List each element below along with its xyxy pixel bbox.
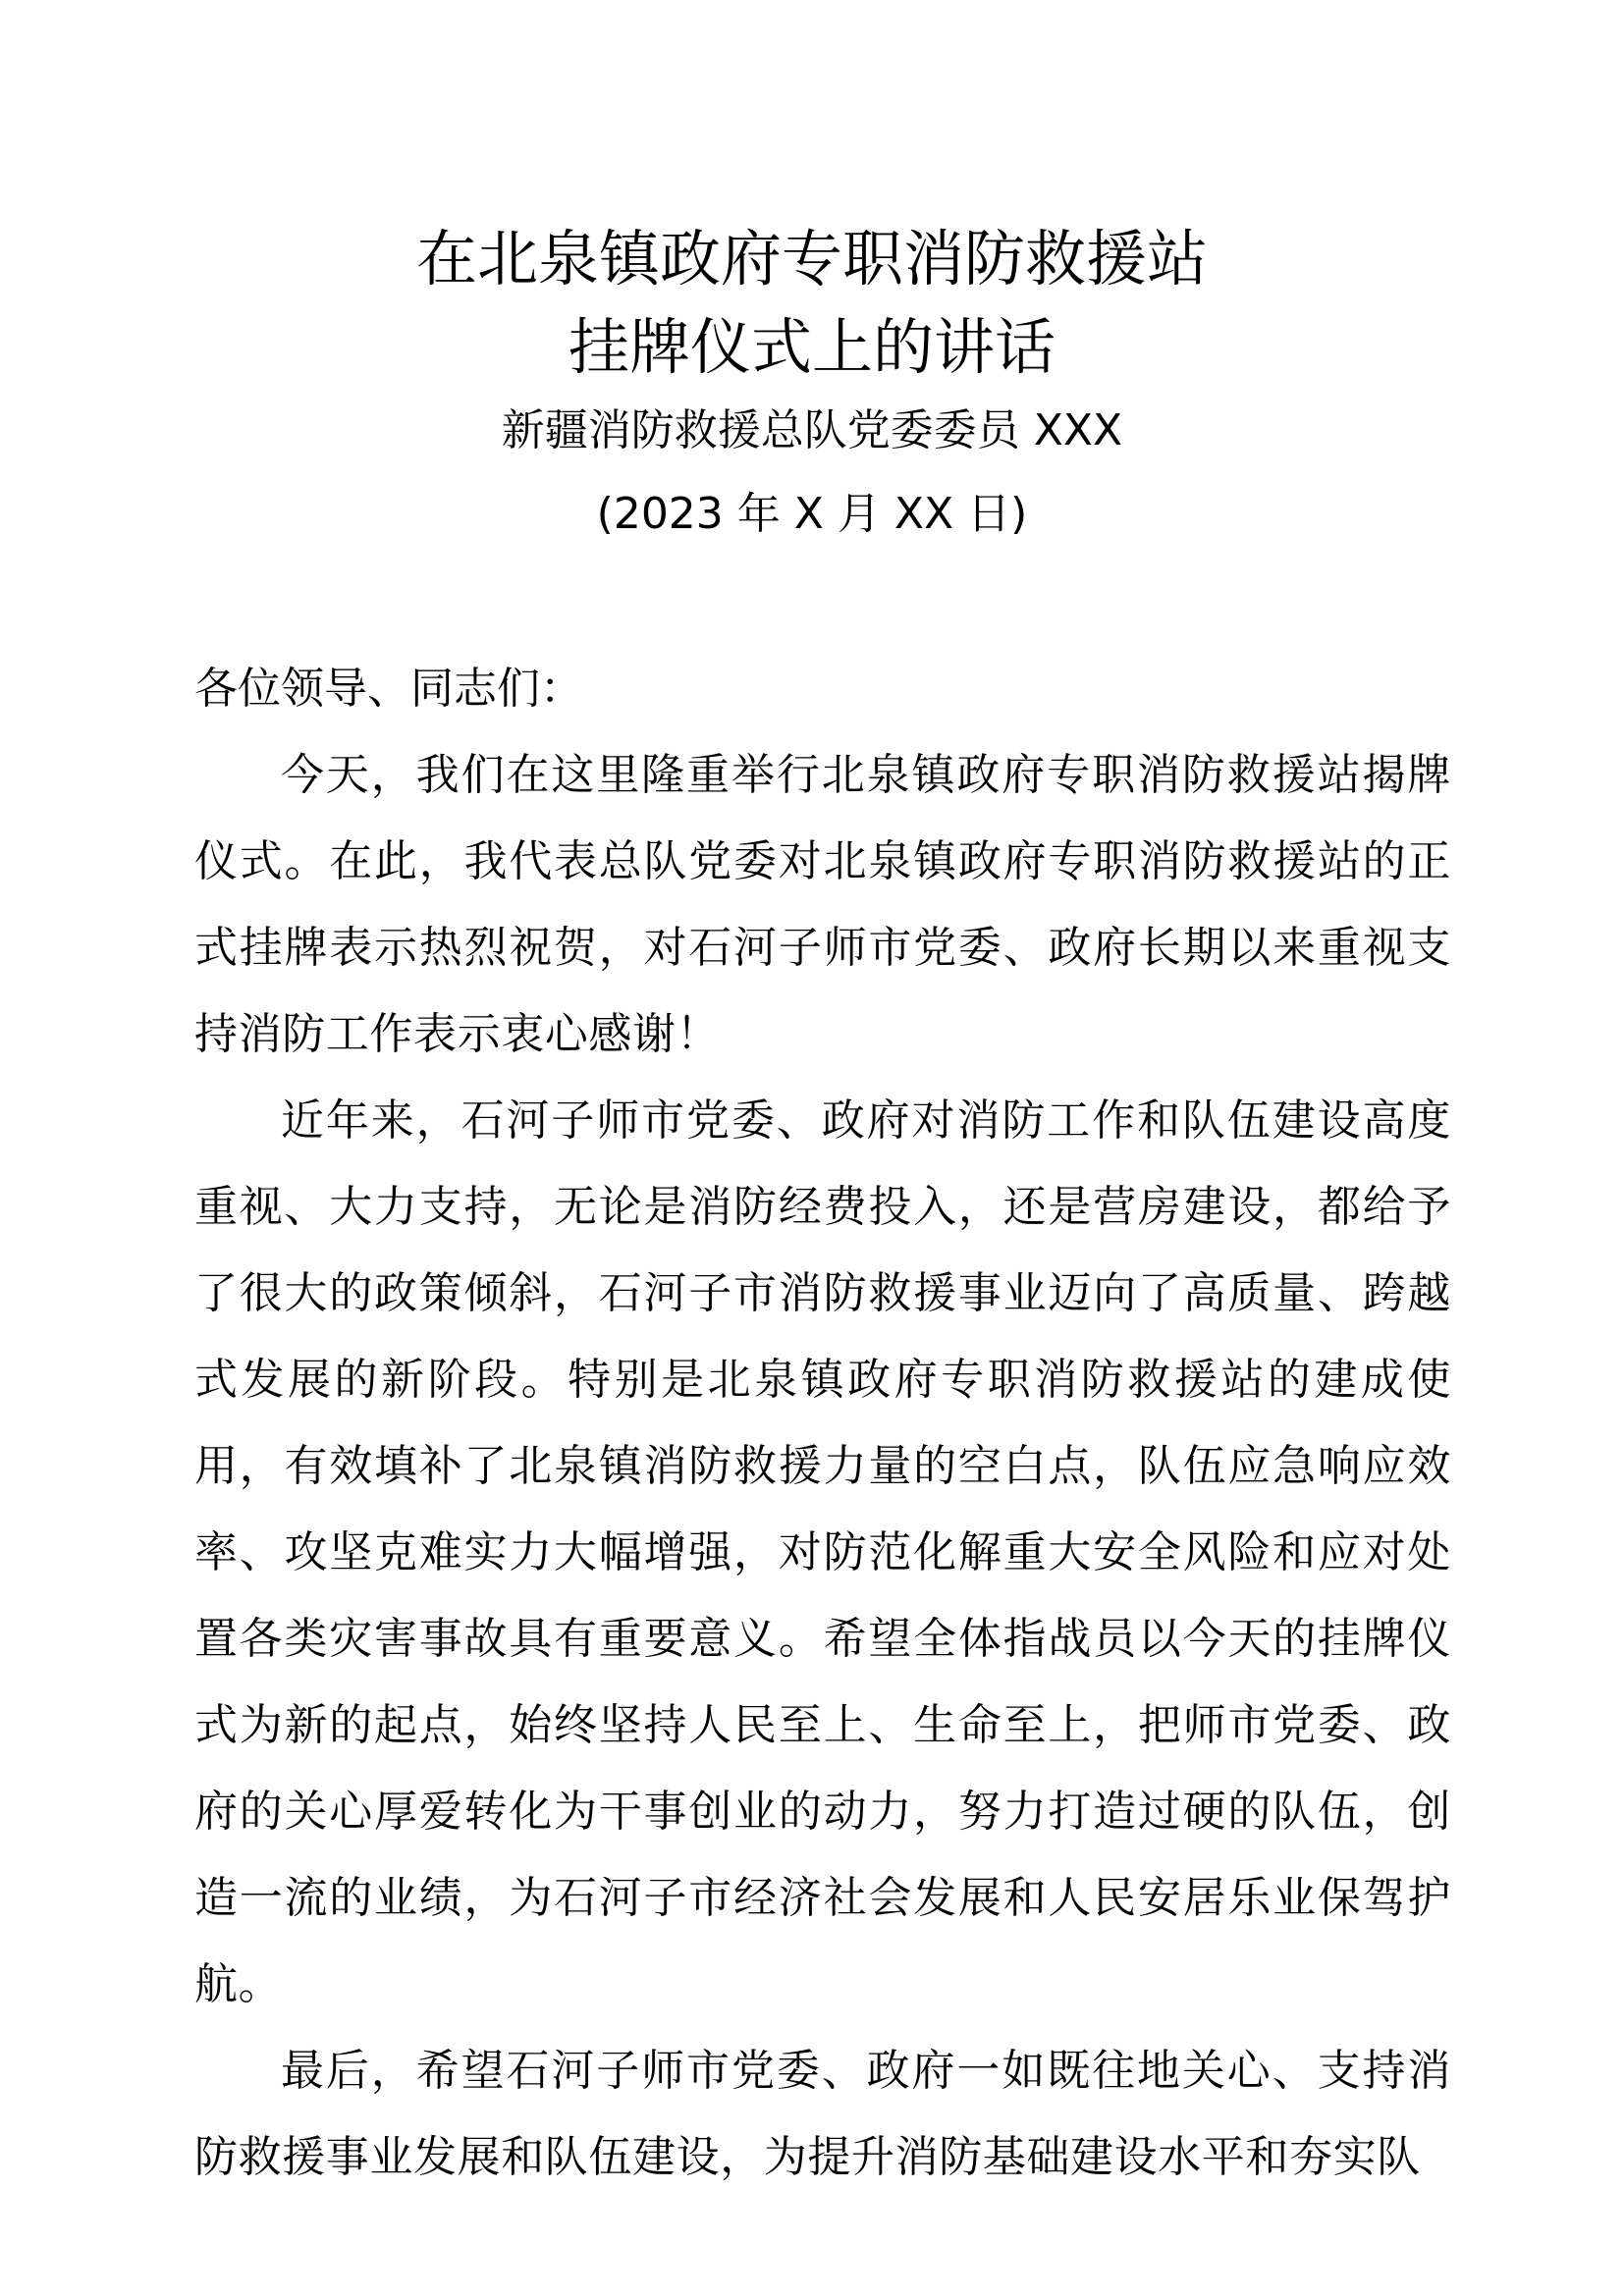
paragraph-finally: 最后，希望石河子师市党委、政府一如既往地关心、支持消防救援事业发展和队伍建设，为提升消防基础建设水平和夯实队 bbox=[194, 2046, 1451, 2182]
speaker-byline: 新疆消防救援总队党委委员 XXX bbox=[501, 405, 1123, 455]
paragraph-congratulations: 今天，我们在这里隆重举行北泉镇政府专职消防救援站揭牌仪式。在此，我代表总队党委对北泉镇政府专职消防救援站的正式挂牌表示热烈祝贺，对石河子师市党委、政府长期以来重视支持消防工作表示衷心感谢！ bbox=[194, 750, 1451, 1059]
paragraph-recent-years: 近年来，石河子师市党委、政府对消防工作和队伍建设高度重视、大力支持，无论是消防经费投入，还是营房建设，都给予了很大的政策倾斜，石河子市消防救援事业迈向了高质量、跨越式发展的新阶段。特别是北泉镇政府专职消防救援站的建成使用，有效填补了北泉镇消防救援力量的空白点，队伍应急响应效率、攻坚克难实力大幅增强，对防范化解重大安全风险和应对处置各类灾害事故具有重要意义。希望全体指战员以今天的挂牌仪式为新的起点，始终坚持人民至上、生命至上，把师市党委、政府的关心厚爱转化为干事创业的动力，努力打造过硬的队伍，创造一流的业绩，为石河子市经济社会发展和人民安居乐业保驾护航。 bbox=[194, 1095, 1451, 2009]
salutation: 各位领导、同志们： bbox=[194, 664, 583, 714]
document-title-line-1: 在北泉镇政府专职消防救援站 bbox=[415, 223, 1208, 294]
document-title-line-2: 挂牌仪式上的讲话 bbox=[568, 311, 1056, 383]
speech-date: (2023 年 X 月 XX 日) bbox=[596, 489, 1028, 539]
speech-body bbox=[194, 732, 1451, 2201]
